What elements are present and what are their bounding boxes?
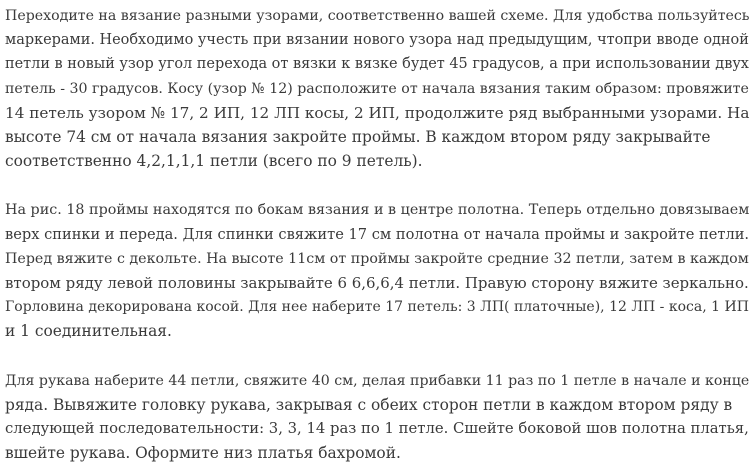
paragraph-front-pattern	[5, 4, 749, 173]
paragraph-armholes-neckline	[5, 198, 749, 343]
paragraph-sleeves	[5, 369, 749, 465]
text-line: 14 петель узором № 17, 2 ИП, 12 ЛП косы, 2 ИП, продолжите ряд выбранными узорами. На	[5, 103, 750, 122]
text-line: верх спинки и переда. Для спинки свяжите 17 см полотна от начала проймы и закройте петли.	[5, 225, 750, 243]
text-line: На рис. 18 проймы находятся по бокам вязания и в центре полотна. Теперь отдельно довязываем	[5, 202, 750, 219]
text-line: Для рукава наберите 44 петли, свяжите 40 см, делая прибавки 11 раз по 1 петле в начале и конце	[5, 372, 750, 389]
text-line: следующей последовательности: 3, 3, 14 раз по 1 петле. Сшейте боковой шов полотна платья,	[5, 420, 749, 438]
text-line: Переходите на вязание разными узорами, соответственно вашей схеме. Для удобства пользуйтесь	[5, 8, 750, 24]
text-line: маркерами. Необходимо учесть при вязании нового узора над предыдущим, чтопри вводе одной	[5, 32, 749, 49]
text-line: высоте 74 см от начала вязания закройте проймы. В каждом втором ряду закрывайте	[5, 128, 711, 147]
text-line: втором ряду левой половины закрывайте 6 6,6,6,4 петли. Правую сторону вяжите зеркально.	[5, 274, 749, 293]
text-line: петель - 30 градусов. Косу (узор № 12) расположите от начала вязания таким образом: провяжите	[5, 80, 749, 97]
text-line: Горловина декорирована косой. Для нее наберите 17 петель: 3 ЛП( платочные), 12 ЛП - коса, 1 ИП	[5, 299, 749, 316]
article-body	[5, 4, 749, 465]
text-line: и 1 соединительная.	[5, 322, 172, 341]
text-line: вшейте рукава. Оформите низ платья бахромой.	[5, 444, 401, 463]
text-line: соответственно 4,2,1,1,1 петли (всего по 9 петель).	[5, 152, 423, 171]
text-line: петли в новый узор угол перехода от вязки к вязке будет 45 градусов, а при использовании двух	[5, 56, 749, 73]
text-line: Перед вяжите с декольте. На высоте 11см от проймы закройте средние 32 петли, затем в каждом	[5, 250, 749, 267]
text-line: ряда. Вывяжите головку рукава, закрывая с обеих сторон петли в каждом втором ряду в	[5, 395, 733, 414]
